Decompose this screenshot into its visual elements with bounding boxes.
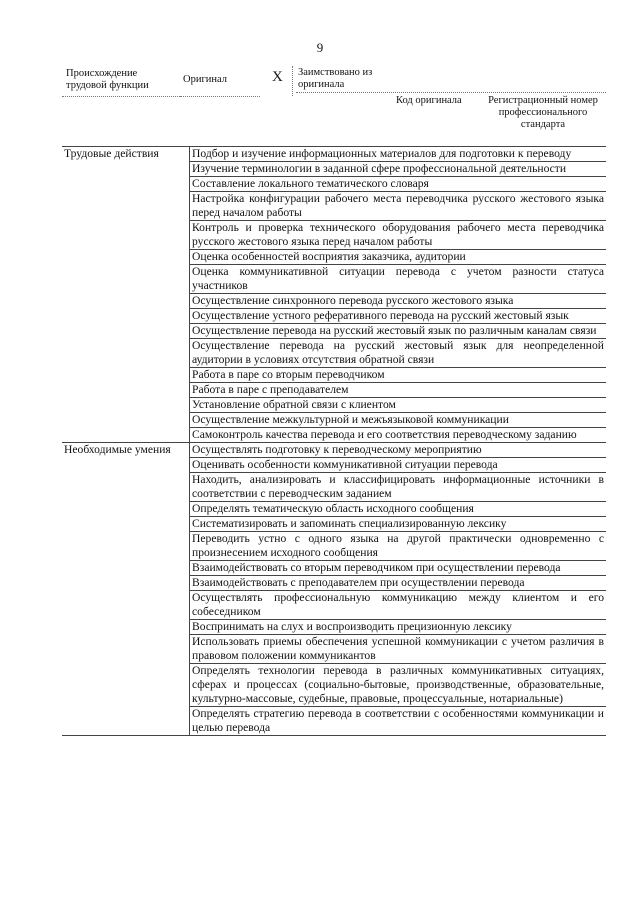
labor-action-item: Подбор и изучение информационных материалов для подготовки к переводу <box>190 147 607 162</box>
labor-action-item: Установление обратной связи с клиентом <box>190 398 607 413</box>
required-skill-item: Переводить устно с одного языка на другой практически одновременно с произнесением исходного сообщения <box>190 532 607 561</box>
labor-action-item: Оценка особенностей восприятия заказчика, аудитории <box>190 250 607 265</box>
labor-action-item: Самоконтроль качества перевода и его соответствия переводческому заданию <box>190 428 607 443</box>
required-skill-item: Определять стратегию перевода в соответствии с особенностями коммуникации и целью перевода <box>190 707 607 736</box>
original-label: Оригинал <box>183 74 227 85</box>
required-skill-item: Воспринимать на слух и воспроизводить прецизионную лексику <box>190 620 607 635</box>
work-function-table <box>62 146 606 736</box>
borrowed-label: Заимствовано из оригинала <box>298 67 373 90</box>
required-skill-item: Систематизировать и запоминать специализированную лексику <box>190 517 607 532</box>
labor-action-item: Оценка коммуникативной ситуации перевода с учетом разности статуса участников <box>190 265 607 294</box>
required-skill-item: Определять тематическую область исходного сообщения <box>190 502 607 517</box>
table-row <box>62 147 606 162</box>
required-skill-item: Взаимодействовать с преподавателем при осуществлении перевода <box>190 576 607 591</box>
original-code-label: Код оригинала <box>396 95 462 106</box>
labor-action-item: Осуществление синхронного перевода русского жестового языка <box>190 294 607 309</box>
required-skill-item: Определять технологии перевода в различных коммуникативных ситуациях, сферах и процессах (социально-бытовые, производственные, образовательные, культурно-массовые, судебные, правовые, процессуальные, нотариальные) <box>190 664 607 707</box>
required-skill-item: Использовать приемы обеспечения успешной коммуникации с учетом различия в правовом положении коммуникантов <box>190 635 607 664</box>
labor-action-item: Осуществление перевода на русский жестовый язык по различным каналам связи <box>190 324 607 339</box>
labor-action-item: Работа в паре с преподавателем <box>190 383 607 398</box>
original-checkmark: X <box>272 69 283 85</box>
page-number: 9 <box>316 40 324 55</box>
labor-action-item: Составление локального тематического словаря <box>190 177 607 192</box>
original-underline <box>180 96 260 97</box>
origin-label: Происхождение трудовой функции <box>66 68 149 91</box>
labor-action-item: Настройка конфигурации рабочего места переводчика русского жестового языка перед началом работы <box>190 192 607 221</box>
required-skill-item: Оценивать особенности коммуникативной ситуации перевода <box>190 458 607 473</box>
labor-action-item: Осуществление межкультурной и межъязыковой коммуникации <box>190 413 607 428</box>
labor-action-item: Работа в паре со вторым переводчиком <box>190 368 607 383</box>
header-separator <box>292 66 293 96</box>
labor-action-item: Осуществление перевода на русский жестовый язык для неопределенной аудитории в условиях отсутствия обратной связи <box>190 339 607 368</box>
required-skill-item: Находить, анализировать и классифицировать информационные источники в соответствии с переводческим заданием <box>190 473 607 502</box>
labor-action-item: Изучение терминологии в заданной сфере профессиональной деятельности <box>190 162 607 177</box>
borrowed-underline <box>296 92 606 93</box>
origin-underline <box>62 96 180 97</box>
section-label: Необходимые умения <box>62 443 190 736</box>
required-skill-item: Осуществлять подготовку к переводческому мероприятию <box>190 443 607 458</box>
section-label: Трудовые действия <box>62 147 190 443</box>
required-skill-item: Взаимодействовать со вторым переводчиком при осуществлении перевода <box>190 561 607 576</box>
labor-action-item: Контроль и проверка технического оборудования рабочего места переводчика русского жестового языка перед началом работы <box>190 221 607 250</box>
table-row <box>62 443 606 458</box>
registration-number-label: Регистрационный номер профессионального стандарта <box>488 95 598 130</box>
labor-action-item: Осуществление устного реферативного перевода на русский жестовый язык <box>190 309 607 324</box>
required-skill-item: Осуществлять профессиональную коммуникацию между клиентом и его собеседником <box>190 591 607 620</box>
